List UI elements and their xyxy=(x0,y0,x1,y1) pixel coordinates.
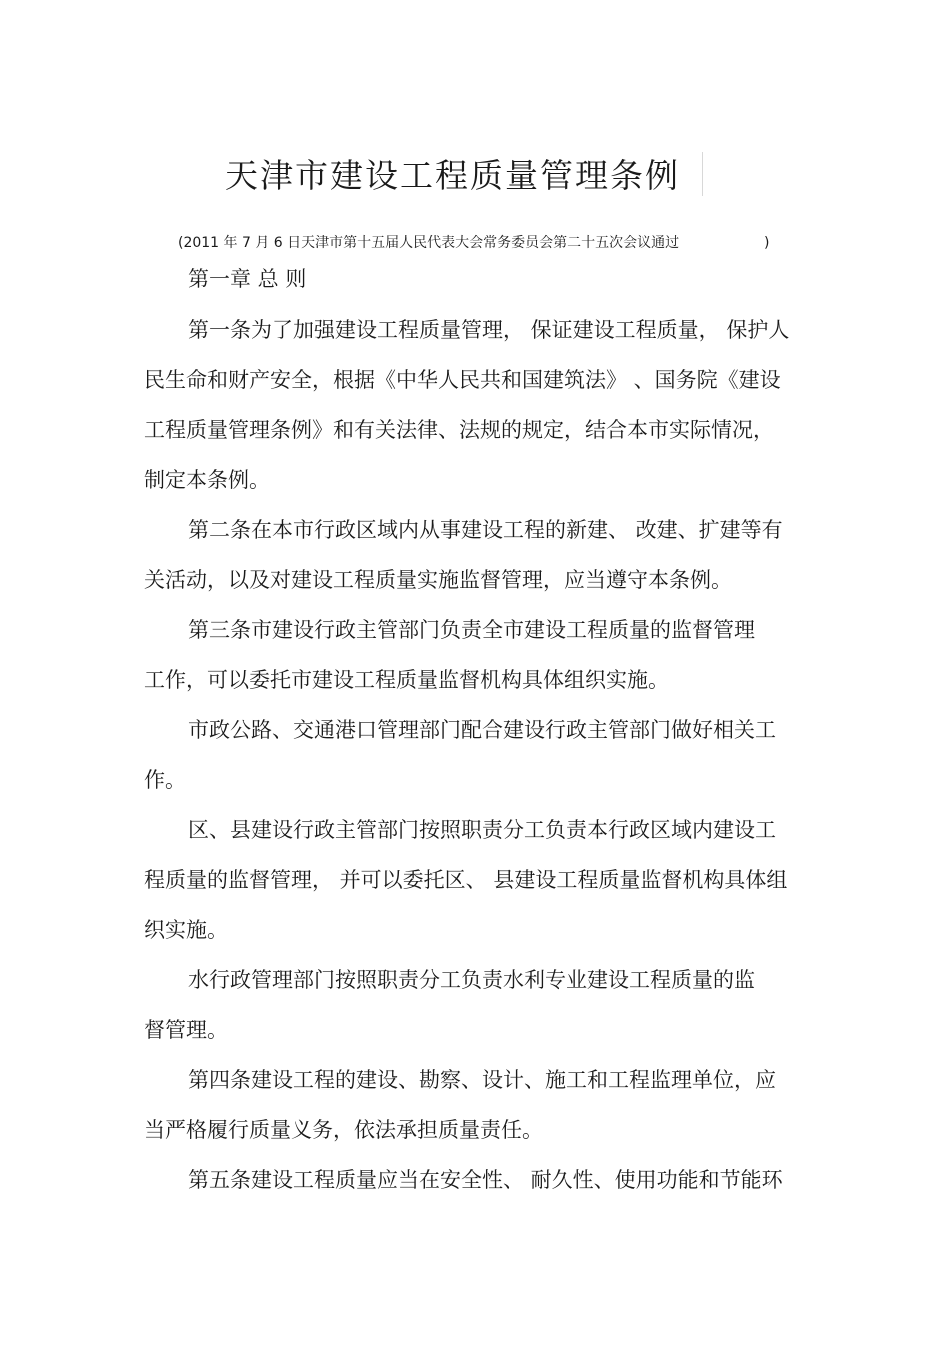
text-line: 作。 xyxy=(144,768,186,792)
text-line: 水行政管理部门按照职责分工负责水利专业建设工程质量的监 xyxy=(188,968,755,992)
text-line: 市政公路、交通港口管理部门配合建设行政主管部门做好相关工 xyxy=(188,718,776,742)
text-line: 工程质量管理条例》和有关法律、法规的规定，结合本市实际情况， xyxy=(144,418,774,442)
text-line: 第三条市建设行政主管部门负责全市建设工程质量的监督管理 xyxy=(188,618,755,642)
text-line: 民生命和财产安全，根据《中华人民共和国建筑法》 、国务院《建设 xyxy=(144,368,781,392)
text-line: 织实施。 xyxy=(144,918,228,942)
text-line: 第一条为了加强建设工程质量管理， 保证建设工程质量， 保护人 xyxy=(188,318,790,342)
adoption-note-close: ) xyxy=(764,235,770,251)
text-line: 第二条在本市行政区域内从事建设工程的新建、 改建、扩建等有 xyxy=(188,518,783,542)
text-line: 第五条建设工程质量应当在安全性、 耐久性、使用功能和节能环 xyxy=(188,1168,783,1192)
text-line: 当严格履行质量义务，依法承担质量责任。 xyxy=(144,1118,543,1142)
text-line: 督管理。 xyxy=(144,1018,228,1042)
document-title: 天津市建设工程质量管理条例 xyxy=(225,156,680,195)
text-line: 关活动，以及对建设工程质量实施监督管理，应当遵守本条例。 xyxy=(144,568,732,592)
chapter-heading: 第一章 总 则 xyxy=(188,267,307,291)
text-line: 区、县建设行政主管部门按照职责分工负责本行政区域内建设工 xyxy=(188,818,776,842)
text-line: 工作，可以委托市建设工程质量监督机构具体组织实施。 xyxy=(144,668,669,692)
adoption-note-text: (2011 年 7 月 6 日天津市第十五届人民代表大会常务委员会第二十五次会议通过 xyxy=(178,235,680,251)
vertical-divider xyxy=(702,152,703,196)
text-line: 制定本条例。 xyxy=(144,468,270,492)
text-line: 程质量的监督管理， 并可以委托区、 县建设工程质量监督机构具体组 xyxy=(144,868,788,892)
adoption-note xyxy=(178,233,770,253)
text-line: 第四条建设工程的建设、勘察、设计、施工和工程监理单位，应 xyxy=(188,1068,776,1092)
